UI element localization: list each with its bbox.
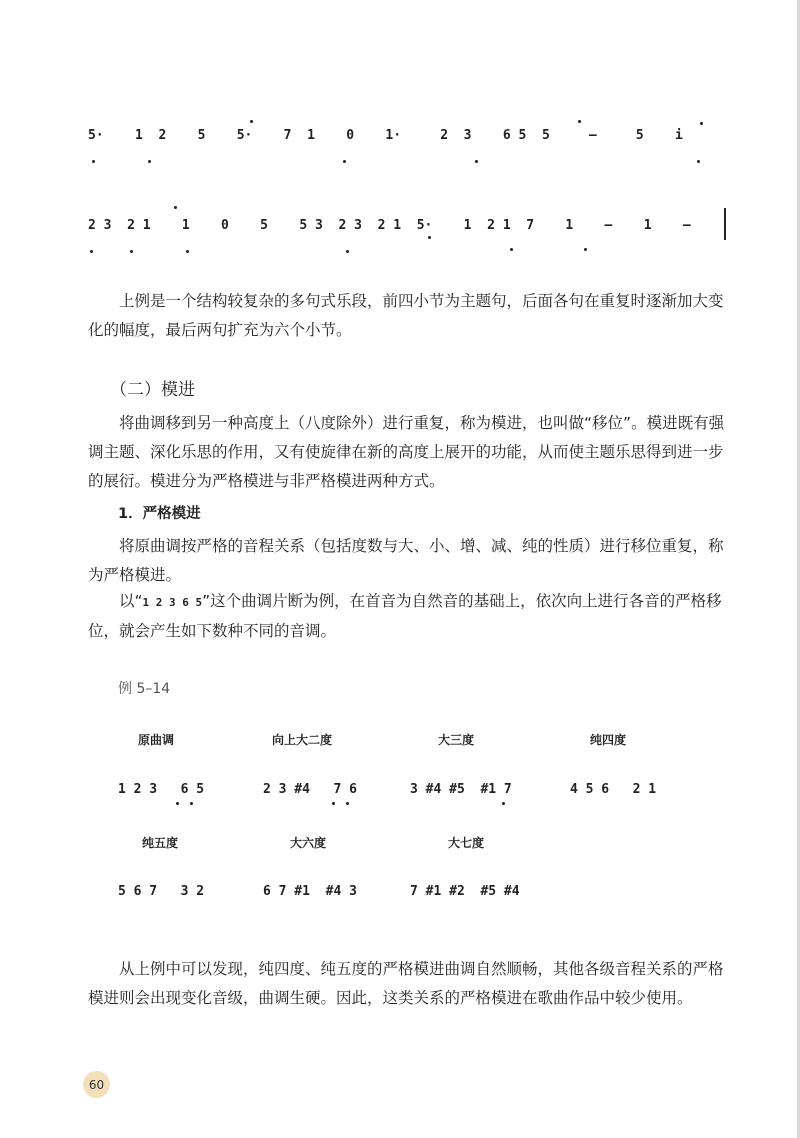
octave-dot bbox=[186, 250, 189, 253]
sequence-notes: 2 3 #4 7 6 bbox=[263, 782, 357, 797]
octave-dot bbox=[584, 248, 587, 251]
paragraph-5: 从上例中可以发现，纯四度、纯五度的严格模进曲调自然顺畅，其他各级音程关系的严格模进则会出现变化音级，曲调生硬。因此，这类关系的严格模进在歌曲作品中较少使用。 bbox=[88, 960, 724, 1007]
octave-dot bbox=[130, 250, 133, 253]
sequence-name: 大三度 bbox=[438, 733, 475, 747]
octave-dot bbox=[475, 160, 478, 163]
sequence-notes: 3 #4 #5 #1 7 bbox=[410, 782, 512, 797]
sequence-notes: 6 7 #1 #4 3 bbox=[263, 884, 357, 899]
octave-dot bbox=[510, 248, 513, 251]
octave-dot bbox=[176, 802, 179, 805]
octave-dot bbox=[428, 236, 431, 239]
score-row-1: 5· 1 2 5 5· 7 1 0 1· 2 3 6 5 5 – 5 i bbox=[88, 128, 683, 143]
octave-dot bbox=[346, 802, 349, 805]
final-barline bbox=[724, 208, 726, 240]
sequence-notes: 1 2 3 6 5 bbox=[118, 782, 205, 797]
sequence-notes: 7 #1 #2 #5 #4 bbox=[410, 884, 520, 899]
subheading: 1．严格模进 bbox=[118, 506, 201, 522]
octave-dot bbox=[502, 802, 505, 805]
sequence-name: 纯五度 bbox=[142, 836, 179, 850]
paragraph-2: 将曲调移到另一种高度上（八度除外）进行重复，称为模进，也叫做“移位”。模进既有强调主题、深化乐思的作用，又有使旋律在新的高度上展开的功能，从而使主题乐思得到进一步的展衍。模进分为严格模进与非严格模进两种方式。 bbox=[88, 414, 725, 490]
octave-dot bbox=[190, 802, 193, 805]
sequence-notes: 4 5 6 2 1 bbox=[570, 782, 657, 797]
sequence-notes: 5 6 7 3 2 bbox=[118, 884, 205, 899]
sequence-name: 大七度 bbox=[448, 836, 485, 850]
sequence-name: 向上大二度 bbox=[272, 733, 333, 747]
section-heading: （二）模进 bbox=[110, 380, 195, 400]
octave-dot bbox=[332, 802, 335, 805]
paragraph-4 bbox=[88, 587, 733, 646]
octave-dot bbox=[578, 120, 581, 123]
paragraph-4-prefix: 以“ bbox=[119, 592, 143, 610]
score-row-2: 2 3 2 1 1 0 5 5 3 2 3 2 1 5· 1 2 1 7 1 – 1 – bbox=[88, 218, 691, 233]
paragraph-3: 将原曲调按严格的音程关系（包括度数与大、小、增、减、纯的性质）进行移位重复，称为严格模进。 bbox=[88, 537, 724, 584]
paragraph-4-suffix: ”这个曲调片断为例，在首音为自然音的基础上，依次向上进行各音的严格移位，就会产生如下数种不同的音调。 bbox=[88, 592, 722, 640]
octave-dot bbox=[148, 160, 151, 163]
octave-dot bbox=[700, 122, 703, 125]
sequence-name: 原曲调 bbox=[138, 733, 175, 747]
octave-dot bbox=[250, 120, 253, 123]
octave-dot bbox=[346, 250, 349, 253]
octave-dot bbox=[697, 160, 700, 163]
octave-dot bbox=[92, 160, 95, 163]
sequence-name: 大六度 bbox=[290, 836, 327, 850]
inline-notes: 1 2 3 6 5 bbox=[142, 596, 203, 609]
octave-dot bbox=[90, 250, 93, 253]
octave-dot bbox=[174, 206, 177, 209]
paragraph-1: 上例是一个结构较复杂的多句式乐段，前四小节为主题句，后面各句在重复时逐渐加大变化的幅度，最后两句扩充为六个小节。 bbox=[88, 292, 724, 339]
sequence-name: 纯四度 bbox=[590, 733, 627, 747]
octave-dot bbox=[343, 160, 346, 163]
example-label: 例 5–14 bbox=[118, 681, 171, 697]
page-number: 60 bbox=[83, 1071, 110, 1098]
